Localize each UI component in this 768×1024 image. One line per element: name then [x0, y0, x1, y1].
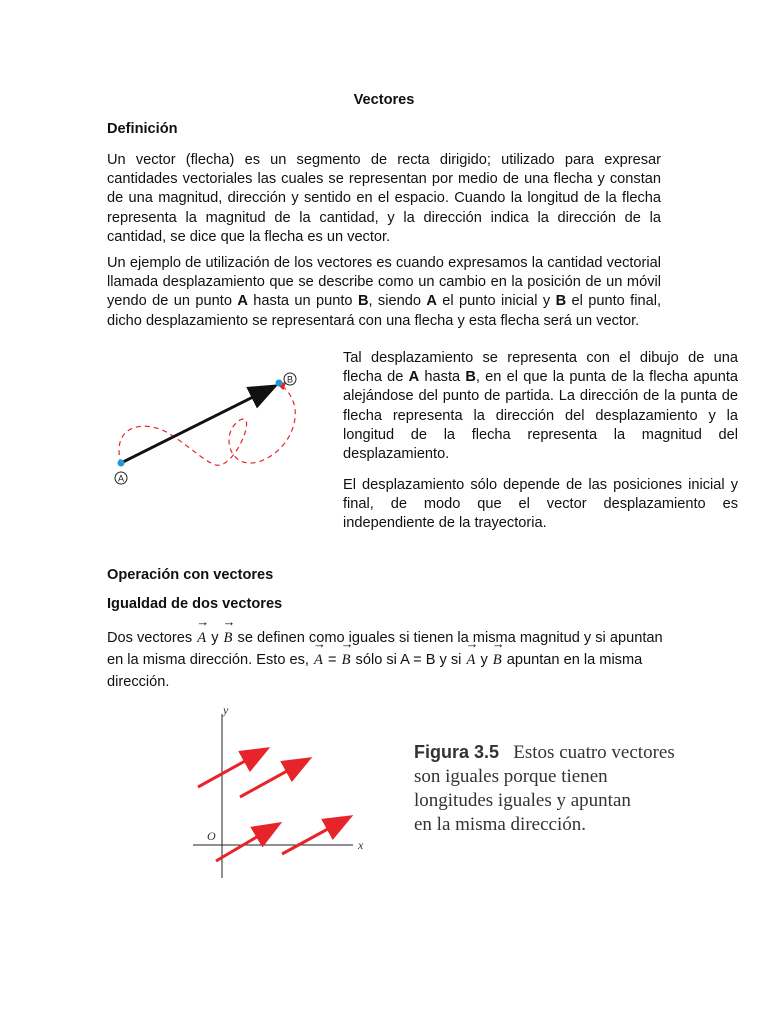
- displacement-vector-arrow: [121, 387, 273, 463]
- vector-arrow-1: [198, 750, 265, 787]
- x-axis-label: x: [358, 838, 364, 852]
- vector-arrow-3: [216, 825, 277, 861]
- point-a-dot: [118, 460, 125, 467]
- equal-vectors-figure: [185, 700, 385, 882]
- paragraph-displacement: Tal desplazamiento se representa con el dibujo de una flecha de A hasta B, en el que la punta de la flecha apunta alejándose del punto de partida. La dirección de la punta de flecha representa la dirección del desplazamiento y la longitud de la flecha representa la magnitud del desplazamiento.: [343, 350, 738, 463]
- figure-caption-label: Figura 3.5: [414, 742, 500, 762]
- vector-a-symbol: A →: [196, 627, 207, 649]
- vector-arrow-2: [240, 760, 307, 797]
- paragraph-definition: Un vector (flecha) es un segmento de recta dirigido; utilizado para expresar cantidades vectoriales las cuales se representan por medio de una flecha y constan de una magnitud, dirección y sentido en el espacio. Cuando la longitud de la flecha representa la magnitud de la cantidad, y la dirección indica la dirección de la cantidad, se dice que la flecha es un vector.: [107, 152, 661, 245]
- paragraph-example: Un ejemplo de utilización de los vectores es cuando expresamos la cantidad vectorial llamada desplazamiento que se describe como un cambio en la posición de un móvil yendo de un punto A hasta un punto B, siendo A el punto inicial y B el punto final, dicho desplazamiento se representará con una flecha y esta flecha será un vector.: [107, 255, 662, 329]
- section-subheading-igualdad: Igualdad de dos vectores: [107, 596, 283, 612]
- paragraph-equality: Dos vectores A → y B → se definen como iguales si tienen la misma magnitud y si apuntan en la misma dirección. Esto es, A → = B → sólo si A = B y si A → y B → apuntan en la misma dirección.: [107, 627, 667, 693]
- label-a: A: [117, 473, 125, 484]
- path-trajectory: [119, 384, 295, 465]
- section-heading-definicion: Definición: [107, 121, 178, 137]
- vector-b-symbol: B →: [223, 627, 234, 649]
- label-b: B: [286, 374, 294, 385]
- section-heading-operacion: Operación con vectores: [107, 567, 274, 583]
- figure-caption: Figura 3.5 Estos cuatro vectores son iguales porque tienen longitudes iguales y apuntan en la misma dirección.: [414, 742, 675, 835]
- page-title: Vectores: [353, 92, 415, 108]
- vector-arrow-4: [282, 818, 348, 854]
- y-axis-label: y: [223, 703, 229, 717]
- origin-label: O: [207, 829, 216, 843]
- point-b-dot: [276, 380, 283, 387]
- displacement-figure: [108, 362, 308, 490]
- paragraph-path-independence: El desplazamiento sólo depende de las posiciones inicial y final, de modo que el vector desplazamiento es independiente de la trayectoria.: [343, 477, 738, 532]
